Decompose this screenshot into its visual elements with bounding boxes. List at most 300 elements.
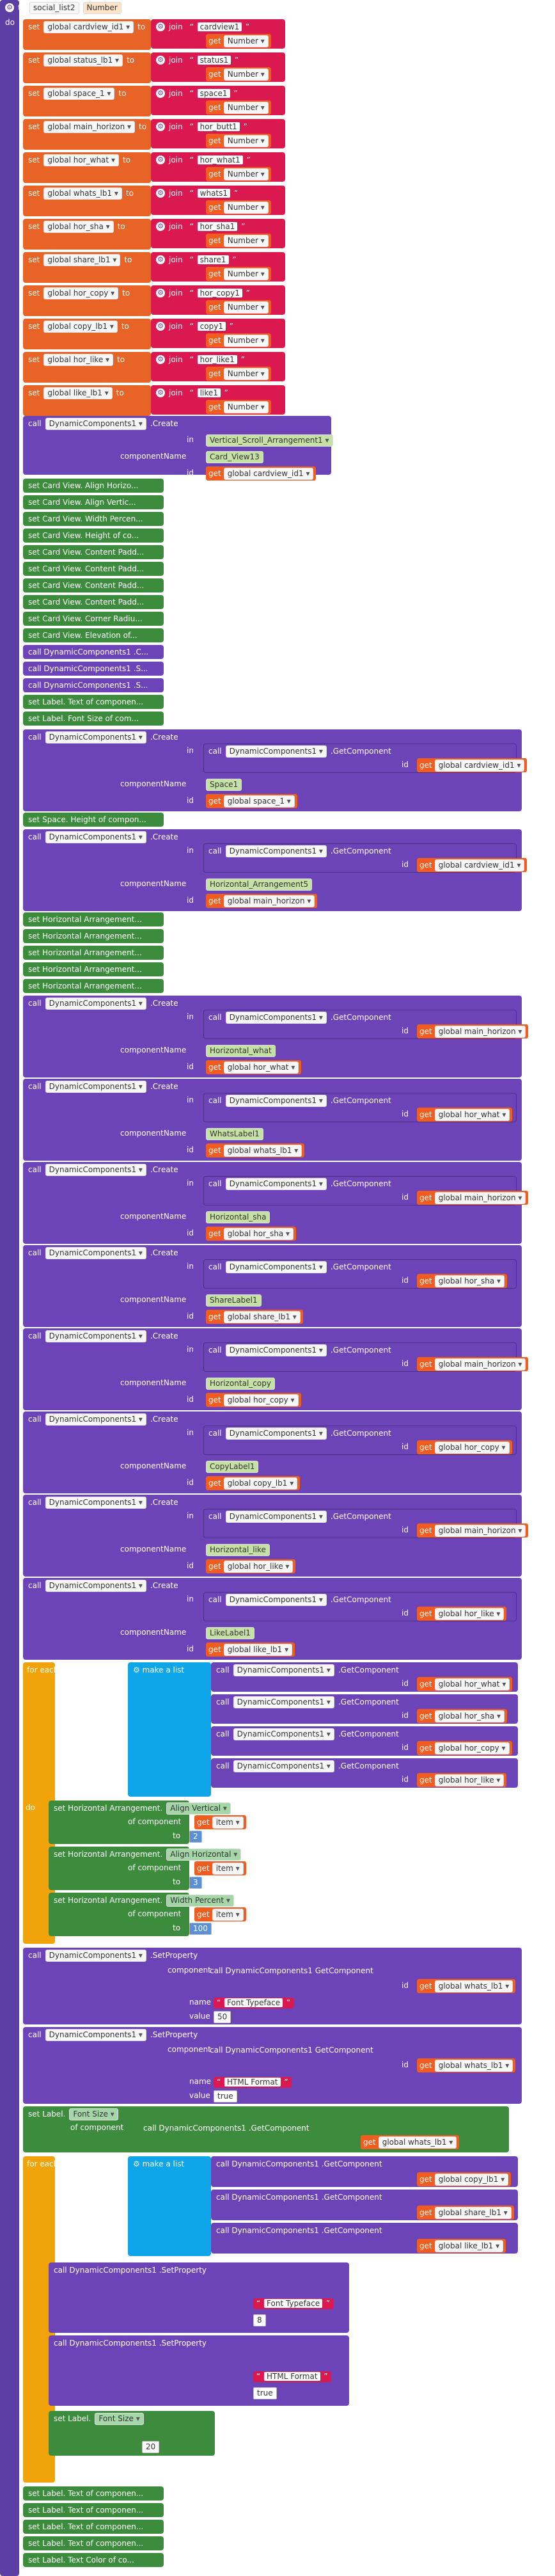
value[interactable]: true xyxy=(214,2090,237,2103)
get-id-row xyxy=(414,2059,518,2072)
get-block[interactable] xyxy=(417,1274,507,1288)
component-name-row xyxy=(203,1127,266,1140)
in-label: in xyxy=(187,1428,194,1437)
get-number-row xyxy=(203,134,274,147)
get-variable-dropdown[interactable]: global hor_copy ▾ xyxy=(224,1394,299,1406)
create-horizontal-block-header xyxy=(26,831,181,843)
get-keyword: get xyxy=(419,2175,432,2184)
cardview-property-setter-text: set Card View. Width Percen... xyxy=(28,514,143,523)
call-keyword: call xyxy=(208,1595,222,1604)
variable-dropdown[interactable]: global hor_like ▾ xyxy=(43,354,113,366)
get-variable-dropdown[interactable]: global hor_sha ▾ xyxy=(435,1710,504,1722)
get-block[interactable] xyxy=(417,1677,512,1691)
property-dropdown[interactable]: Align Horizontal ▾ xyxy=(166,1849,241,1861)
get-block[interactable] xyxy=(206,300,271,314)
label-tail-setter-text: set Label. Text of componen... xyxy=(28,2489,144,2498)
get-item-row xyxy=(192,1908,249,1921)
variable-dropdown[interactable]: global copy_lb1 ▾ xyxy=(43,321,118,333)
get-block[interactable] xyxy=(417,1979,515,1993)
variable-dropdown[interactable]: global status_lb1 ▾ xyxy=(43,54,123,67)
to-keyword: to xyxy=(127,56,135,65)
get-variable-dropdown[interactable]: global hor_sha ▾ xyxy=(224,1228,293,1240)
get-block[interactable] xyxy=(417,1108,512,1122)
get-variable-dropdown[interactable]: Number ▾ xyxy=(224,35,269,47)
in-label: in xyxy=(187,1345,194,1354)
join-row xyxy=(153,386,234,399)
component-name-value[interactable]: Horizontal_copy xyxy=(206,1378,275,1390)
get-variable-dropdown[interactable]: global whats_lb1 ▾ xyxy=(435,1980,513,1992)
get-keyword: get xyxy=(208,336,221,345)
id-row xyxy=(203,1227,299,1240)
get-block[interactable] xyxy=(206,400,271,414)
get-block[interactable] xyxy=(206,333,271,347)
string-literal[interactable]: “ whats1 ” xyxy=(187,188,241,199)
dynamic-components-call-text: call DynamicComponents1 .S... xyxy=(28,681,148,690)
create-nested-block-header xyxy=(26,997,181,1010)
get-keyword: get xyxy=(208,402,221,411)
get-block[interactable] xyxy=(206,1559,295,1573)
component-dropdown[interactable]: DynamicComponents1 ▾ xyxy=(226,745,327,758)
gear-icon[interactable]: ⚙ xyxy=(156,89,165,98)
set-label: set Label. xyxy=(54,2414,91,2423)
component-name-value[interactable]: LikeLabel1 xyxy=(206,1627,254,1639)
cardview-property-setter-text: set Card View. Content Padd... xyxy=(28,564,145,573)
get-keyword: get xyxy=(208,36,221,45)
get-block[interactable] xyxy=(417,1024,528,1038)
get-variable-dropdown[interactable]: global like_lb1 ▾ xyxy=(224,1644,292,1656)
set-keyword: set xyxy=(28,22,40,31)
get-block[interactable] xyxy=(206,200,271,214)
name-label: name xyxy=(189,2077,212,2086)
get-keyword: get xyxy=(208,1063,221,1072)
getcomponent-header xyxy=(206,745,394,758)
component-dropdown[interactable]: DynamicComponents1 ▾ xyxy=(226,1095,327,1107)
get-variable-dropdown[interactable]: Number ▾ xyxy=(224,235,269,247)
horizontal-property-setter-text: set Horizontal Arrangement... xyxy=(28,965,142,974)
component-name-row xyxy=(203,1211,272,1223)
component-dropdown[interactable]: DynamicComponents1 ▾ xyxy=(226,1012,327,1024)
get-variable-dropdown[interactable]: global space_1 ▾ xyxy=(224,795,295,807)
component-name-label: componentName xyxy=(120,1129,187,1138)
get-block[interactable] xyxy=(361,2135,459,2149)
component-dropdown[interactable]: DynamicComponents1 ▾ xyxy=(45,1081,146,1093)
get-block[interactable] xyxy=(206,234,271,248)
cardview-property-setter-text: set Card View. Content Padd... xyxy=(28,598,145,607)
variable-dropdown[interactable]: global hor_copy ▾ xyxy=(43,287,118,299)
get-block[interactable] xyxy=(206,794,297,808)
item-dropdown[interactable]: item ▾ xyxy=(212,1909,244,1921)
get-keyword: get xyxy=(208,203,221,212)
get-block[interactable] xyxy=(417,1357,528,1371)
component-name-value[interactable]: Space1 xyxy=(206,779,242,791)
get-block[interactable] xyxy=(206,67,271,81)
component-name-value[interactable]: ShareLabel1 xyxy=(206,1294,262,1307)
item-dropdown[interactable]: item ▾ xyxy=(212,1863,244,1875)
component-dropdown[interactable]: DynamicComponents1 ▾ xyxy=(45,2029,146,2041)
procedure-name[interactable]: social_list2 xyxy=(29,2,79,14)
horizontal-property-setter-text: set Horizontal Arrangement... xyxy=(28,915,142,924)
call-keyword: call xyxy=(28,1082,42,1091)
gear-icon[interactable]: ⚙ xyxy=(156,22,165,31)
get-block[interactable] xyxy=(417,1523,528,1538)
make-list-block[interactable] xyxy=(128,1662,211,1797)
get-variable-dropdown[interactable]: Number ▾ xyxy=(224,102,269,114)
get-block[interactable] xyxy=(206,1060,301,1074)
string-literal[interactable]: “ Font Typeface ” xyxy=(253,2298,333,2309)
get-variable-dropdown[interactable]: global hor_what ▾ xyxy=(435,1678,510,1690)
string-literal[interactable]: “ hor_like1 ” xyxy=(187,354,248,365)
value[interactable]: true xyxy=(253,2387,277,2399)
string-literal[interactable]: “ hor_butt1 ” xyxy=(187,122,251,132)
get-block[interactable] xyxy=(417,858,527,872)
method-label: .GetComponent xyxy=(330,747,391,756)
get-variable-dropdown[interactable]: global main_horizon ▾ xyxy=(224,895,315,907)
join-row xyxy=(153,120,253,133)
gear-icon[interactable]: ⚙ xyxy=(156,388,165,397)
component-dropdown[interactable]: DynamicComponents1 ▾ xyxy=(45,1497,146,1509)
of-component-label: of component xyxy=(128,1817,182,1826)
method-label: .GetComponent xyxy=(330,1179,391,1188)
set-variable-row xyxy=(26,253,135,266)
component-dropdown[interactable]: DynamicComponents1 ▾ xyxy=(233,1728,334,1740)
get-variable-dropdown[interactable]: Number ▾ xyxy=(224,68,269,81)
value[interactable]: 20 xyxy=(142,2441,159,2453)
get-id-row xyxy=(414,1678,515,1690)
component-dropdown[interactable]: DynamicComponents1 ▾ xyxy=(45,1330,146,1342)
string-literal[interactable]: “ hor_what1 ” xyxy=(187,155,254,166)
call-keyword: call xyxy=(208,1179,222,1188)
value-row xyxy=(251,2387,279,2399)
get-variable-dropdown[interactable]: global hor_sha ▾ xyxy=(435,1275,504,1287)
component-dropdown[interactable]: DynamicComponents1 ▾ xyxy=(226,1344,327,1356)
call-keyword: call xyxy=(28,1332,42,1340)
call-keyword: call xyxy=(208,1429,222,1438)
join-row xyxy=(153,220,251,233)
get-id-row xyxy=(414,1025,531,1038)
get-keyword: get xyxy=(419,1776,432,1785)
variable-dropdown[interactable]: global share_lb1 ▾ xyxy=(43,254,120,266)
get-number-row xyxy=(203,267,274,280)
in-label: in xyxy=(187,1095,194,1104)
get-variable-dropdown[interactable]: global whats_lb1 ▾ xyxy=(224,1145,302,1157)
get-block[interactable] xyxy=(417,1191,528,1205)
get-variable-dropdown[interactable]: Number ▾ xyxy=(224,368,269,380)
id-row xyxy=(203,1643,297,1656)
get-variable-dropdown[interactable]: Number ▾ xyxy=(224,268,269,280)
call-keyword: call xyxy=(28,1415,42,1424)
get-block[interactable] xyxy=(417,2239,506,2253)
component-dropdown[interactable]: DynamicComponents1 ▾ xyxy=(45,831,146,843)
property-dropdown[interactable]: Width Percent ▾ xyxy=(166,1895,234,1907)
component-dropdown[interactable]: DynamicComponents1 ▾ xyxy=(45,1247,146,1259)
string-literal[interactable]: “ status1 ” xyxy=(187,55,242,66)
get-variable-dropdown[interactable]: global hor_like ▾ xyxy=(435,1608,504,1620)
get-keyword: get xyxy=(419,2061,432,2070)
get-variable-dropdown[interactable]: global main_horizon ▾ xyxy=(435,1525,526,1537)
number-value[interactable]: 3 xyxy=(189,1877,202,1889)
to-keyword: to xyxy=(116,388,124,397)
method-label: .Create xyxy=(150,733,178,742)
call-keyword: call xyxy=(28,1581,42,1590)
get-block[interactable] xyxy=(194,1815,246,1829)
get-keyword: get xyxy=(419,1609,432,1618)
get-keyword: get xyxy=(208,1395,221,1404)
get-item-row xyxy=(192,1816,249,1829)
component-name-value[interactable]: CopyLabel1 xyxy=(206,1461,258,1473)
variable-dropdown[interactable]: global cardview_id1 ▾ xyxy=(43,21,134,33)
variable-dropdown[interactable]: global main_horizon ▾ xyxy=(43,121,135,133)
get-variable-dropdown[interactable]: global copy_lb1 ▾ xyxy=(224,1477,298,1490)
component-dropdown[interactable]: DynamicComponents1 ▾ xyxy=(226,1511,327,1523)
string-literal[interactable]: “ share1 ” xyxy=(187,255,240,266)
get-keyword: get xyxy=(419,1276,432,1285)
gear-icon[interactable]: ⚙ xyxy=(156,322,165,331)
variable-dropdown[interactable]: global hor_sha ▾ xyxy=(43,221,113,233)
component-name-value[interactable]: Horizontal_Arrangement5 xyxy=(206,879,312,891)
cardview-property-setter-text: set Card View. Height of co... xyxy=(28,531,139,540)
get-keyword: get xyxy=(208,896,221,905)
get-block[interactable] xyxy=(206,34,271,48)
call-keyword: call xyxy=(208,1346,222,1355)
id-label: id xyxy=(402,1711,409,1720)
component-dropdown[interactable]: DynamicComponents1 ▾ xyxy=(233,1664,334,1676)
variable-dropdown[interactable]: global space_1 ▾ xyxy=(43,88,114,100)
join-row xyxy=(153,253,242,266)
value[interactable]: 8 xyxy=(253,2314,266,2326)
get-block[interactable] xyxy=(417,1773,506,1787)
get-variable-dropdown[interactable]: Number ▾ xyxy=(224,335,269,347)
component-dropdown[interactable]: DynamicComponents1 ▾ xyxy=(226,1594,327,1606)
gear-icon[interactable]: ⚙ xyxy=(156,155,165,164)
get-block[interactable] xyxy=(206,1143,304,1157)
make-list-block[interactable] xyxy=(128,2156,211,2256)
item-dropdown[interactable]: item ▾ xyxy=(212,1817,244,1829)
gear-icon[interactable]: ⚙ xyxy=(5,3,14,12)
id-row xyxy=(203,1394,304,1406)
component-name-label: componentName xyxy=(120,1545,187,1554)
get-variable-dropdown[interactable]: global main_horizon ▾ xyxy=(435,1026,526,1038)
component-dropdown[interactable]: DynamicComponents1 ▾ xyxy=(45,418,146,430)
get-id-row xyxy=(414,1774,509,1786)
component-name-value[interactable]: Horizontal_what xyxy=(206,1045,276,1057)
get-variable-dropdown[interactable]: global share_lb1 ▾ xyxy=(224,1311,301,1323)
getcomponent-header xyxy=(206,1344,394,1356)
variable-dropdown[interactable]: global whats_lb1 ▾ xyxy=(43,187,122,200)
get-keyword: get xyxy=(208,170,221,179)
get-number-row xyxy=(203,35,274,47)
procedure-header[interactable] xyxy=(3,1,124,14)
method-label: .SetProperty xyxy=(150,1951,198,1960)
get-variable-dropdown[interactable]: global hor_what ▾ xyxy=(435,1109,510,1121)
get-id-row xyxy=(414,1358,531,1371)
call-keyword: call xyxy=(208,1262,222,1271)
get-variable-dropdown[interactable]: global cardview_id1 ▾ xyxy=(435,859,525,871)
get-variable-dropdown[interactable]: global whats_lb1 ▾ xyxy=(435,2060,513,2072)
get-variable-dropdown[interactable]: global copy_lb1 ▾ xyxy=(435,2174,509,2186)
call-keyword: call xyxy=(216,1729,230,1738)
get-block[interactable] xyxy=(206,367,271,381)
component-name-value[interactable]: WhatsLabel1 xyxy=(206,1128,263,1140)
get-block[interactable] xyxy=(206,1310,303,1324)
gear-icon[interactable]: ⚙ xyxy=(156,355,165,364)
get-variable-dropdown[interactable]: Number ▾ xyxy=(224,401,269,413)
procedure-param[interactable]: Number xyxy=(83,2,121,14)
get-block[interactable] xyxy=(417,1440,512,1454)
number-value[interactable]: 100 xyxy=(189,1923,212,1935)
method-label: .Create xyxy=(150,1248,178,1257)
in-value[interactable]: Vertical_Scroll_Arrangement1 ▾ xyxy=(203,434,336,447)
get-variable-dropdown[interactable]: global hor_copy ▾ xyxy=(435,1442,510,1454)
gear-icon[interactable]: ⚙ xyxy=(156,122,165,131)
set-variable-row xyxy=(26,20,148,33)
get-block[interactable] xyxy=(206,1642,295,1657)
call-keyword: call xyxy=(28,1951,42,1960)
get-variable-dropdown[interactable]: global main_horizon ▾ xyxy=(435,1358,526,1371)
string-literal[interactable]: “ hor_copy1 ” xyxy=(187,288,253,299)
string-literal[interactable]: “ Font Typeface ” xyxy=(214,1998,293,2008)
component-dropdown[interactable]: DynamicComponents1 ▾ xyxy=(45,1164,146,1176)
gear-icon[interactable]: ⚙ xyxy=(156,289,165,298)
get-id-row xyxy=(414,1980,518,1992)
get-id-row xyxy=(414,1524,531,1537)
get-variable-dropdown[interactable]: global share_lb1 ▾ xyxy=(435,2207,512,2219)
get-keyword: get xyxy=(208,136,221,145)
cardview-property-setter-text: set Card View. Align Horizo... xyxy=(28,481,139,490)
horizontal-property-setter-text: set Horizontal Arrangement... xyxy=(28,982,142,990)
component-name-row xyxy=(203,1294,264,1307)
set-keyword: set xyxy=(28,56,40,65)
getcomponent-row: call DynamicComponents1 GetComponent xyxy=(210,2046,373,2055)
string-literal[interactable]: “ like1 ” xyxy=(187,388,231,399)
string-literal[interactable]: “ space1 ” xyxy=(187,88,241,99)
method-label: .Create xyxy=(150,1332,178,1340)
component-dropdown[interactable]: DynamicComponents1 ▾ xyxy=(45,1950,146,1962)
of-component-label: of component xyxy=(70,2123,124,2132)
method-label: .GetComponent xyxy=(330,847,391,855)
set-keyword: set xyxy=(28,255,40,264)
get-variable-dropdown[interactable]: global whats_lb1 ▾ xyxy=(379,2136,457,2149)
get-block[interactable] xyxy=(417,2206,514,2220)
gear-icon[interactable]: ⚙ xyxy=(156,255,165,264)
get-block[interactable] xyxy=(206,1476,300,1490)
variable-dropdown[interactable]: global hor_what ▾ xyxy=(43,154,119,166)
id-label: id xyxy=(402,1442,409,1451)
get-variable-dropdown[interactable]: global main_horizon ▾ xyxy=(435,1192,526,1204)
get-variable-dropdown[interactable]: Number ▾ xyxy=(224,202,269,214)
inner-setproperty-header: call DynamicComponents1 .SetProperty xyxy=(54,2339,207,2348)
get-block[interactable] xyxy=(206,134,271,148)
component-dropdown[interactable]: DynamicComponents1 ▾ xyxy=(226,845,327,857)
get-block[interactable] xyxy=(417,2058,515,2072)
get-block[interactable] xyxy=(206,1393,301,1407)
component-name-row xyxy=(203,1460,261,1473)
property-dropdown[interactable]: Font Size ▾ xyxy=(95,2413,143,2425)
of-component-label: of component xyxy=(128,1863,182,1872)
set-label: set Horizontal Arrangement. xyxy=(54,1804,163,1813)
id-label: id xyxy=(402,1276,409,1285)
method-label: .Create xyxy=(150,999,178,1008)
inner-setproperty-header: call DynamicComponents1 .SetProperty xyxy=(54,2266,207,2275)
component-dropdown[interactable]: DynamicComponents1 ▾ xyxy=(45,731,146,743)
string-literal[interactable]: “ hor_sha1 ” xyxy=(187,221,249,232)
string-literal[interactable]: “ HTML Format ” xyxy=(253,2371,331,2382)
component-name-row xyxy=(203,1543,272,1556)
join-keyword: join xyxy=(169,222,183,231)
id-value[interactable]: get global cardview_id1 ▾ xyxy=(203,467,318,480)
get-block[interactable] xyxy=(194,1861,246,1875)
get-block[interactable] xyxy=(417,1607,506,1621)
create-cardview-header xyxy=(26,417,181,430)
get-block[interactable] xyxy=(206,267,271,281)
get-block[interactable] xyxy=(417,1741,512,1755)
string-literal[interactable]: “ copy1 ” xyxy=(187,321,237,332)
variable-dropdown[interactable]: global like_lb1 ▾ xyxy=(43,387,112,399)
get-variable-dropdown[interactable]: Number ▾ xyxy=(224,168,269,180)
component-dropdown[interactable]: DynamicComponents1 ▾ xyxy=(226,1261,327,1273)
get-block[interactable] xyxy=(206,167,271,181)
method-label: .GetComponent xyxy=(338,1729,399,1738)
component-dropdown[interactable]: DynamicComponents1 ▾ xyxy=(233,1760,334,1772)
get-block[interactable] xyxy=(206,894,317,908)
property-dropdown[interactable]: Font Size ▾ xyxy=(69,2108,118,2120)
getcomponent-header: call DynamicComponents1 .GetComponent xyxy=(216,2226,382,2235)
component-dropdown[interactable]: DynamicComponents1 ▾ xyxy=(226,1178,327,1190)
set-keyword: set xyxy=(28,322,40,331)
component-dropdown[interactable]: DynamicComponents1 ▾ xyxy=(226,1427,327,1440)
component-name-value[interactable]: Horizontal_like xyxy=(206,1544,270,1556)
method-label: .GetComponent xyxy=(330,1512,391,1521)
set-label: set Horizontal Arrangement. xyxy=(54,1850,163,1859)
get-block[interactable] xyxy=(206,1227,296,1241)
get-block[interactable] xyxy=(417,1709,507,1723)
gear-icon[interactable]: ⚙ xyxy=(156,56,165,65)
value[interactable]: 50 xyxy=(214,2011,231,2023)
component-name-label: componentName xyxy=(120,1295,187,1304)
component-name-value[interactable]: Card_View13 xyxy=(203,450,266,463)
string-literal[interactable]: “ cardview1 ” xyxy=(187,22,253,33)
get-variable-dropdown[interactable]: Number ▾ xyxy=(224,135,269,147)
get-variable-dropdown[interactable]: global hor_what ▾ xyxy=(224,1061,299,1074)
do-keyword: do xyxy=(26,1803,35,1812)
component-dropdown[interactable]: DynamicComponents1 ▾ xyxy=(45,1580,146,1592)
component-dropdown[interactable]: DynamicComponents1 ▾ xyxy=(233,1696,334,1708)
get-block[interactable] xyxy=(417,2172,511,2186)
string-literal[interactable]: “ HTML Format ” xyxy=(214,2077,292,2088)
component-name-value[interactable]: Horizontal_sha xyxy=(206,1211,270,1223)
get-variable-dropdown[interactable]: Number ▾ xyxy=(224,301,269,314)
component-dropdown[interactable]: DynamicComponents1 ▾ xyxy=(45,1413,146,1426)
foreach-header: for each item in list xyxy=(27,1666,102,1674)
get-block[interactable] xyxy=(206,100,271,115)
property-dropdown[interactable]: Align Vertical ▾ xyxy=(166,1802,231,1815)
gear-icon[interactable]: ⚙ xyxy=(156,189,165,198)
getcomponent-header xyxy=(206,1177,394,1190)
get-block[interactable] xyxy=(194,1907,246,1921)
procedure-block[interactable] xyxy=(0,0,19,2576)
id-label: id xyxy=(187,468,194,477)
get-variable-dropdown[interactable]: global like_lb1 ▾ xyxy=(435,2240,503,2252)
get-variable-dropdown[interactable]: global cardview_id1 ▾ xyxy=(435,759,525,772)
get-block[interactable] xyxy=(417,758,527,772)
get-variable-dropdown[interactable]: global hor_like ▾ xyxy=(435,1774,504,1786)
get-keyword: get xyxy=(419,761,432,770)
number-value[interactable]: 2 xyxy=(189,1831,202,1843)
call-keyword: call xyxy=(216,1697,230,1706)
gear-icon[interactable]: ⚙ xyxy=(156,222,165,231)
get-variable-dropdown[interactable]: global hor_like ▾ xyxy=(224,1561,293,1573)
component-dropdown[interactable]: DynamicComponents1 ▾ xyxy=(45,998,146,1010)
get-variable-dropdown[interactable]: global hor_copy ▾ xyxy=(435,1742,510,1754)
